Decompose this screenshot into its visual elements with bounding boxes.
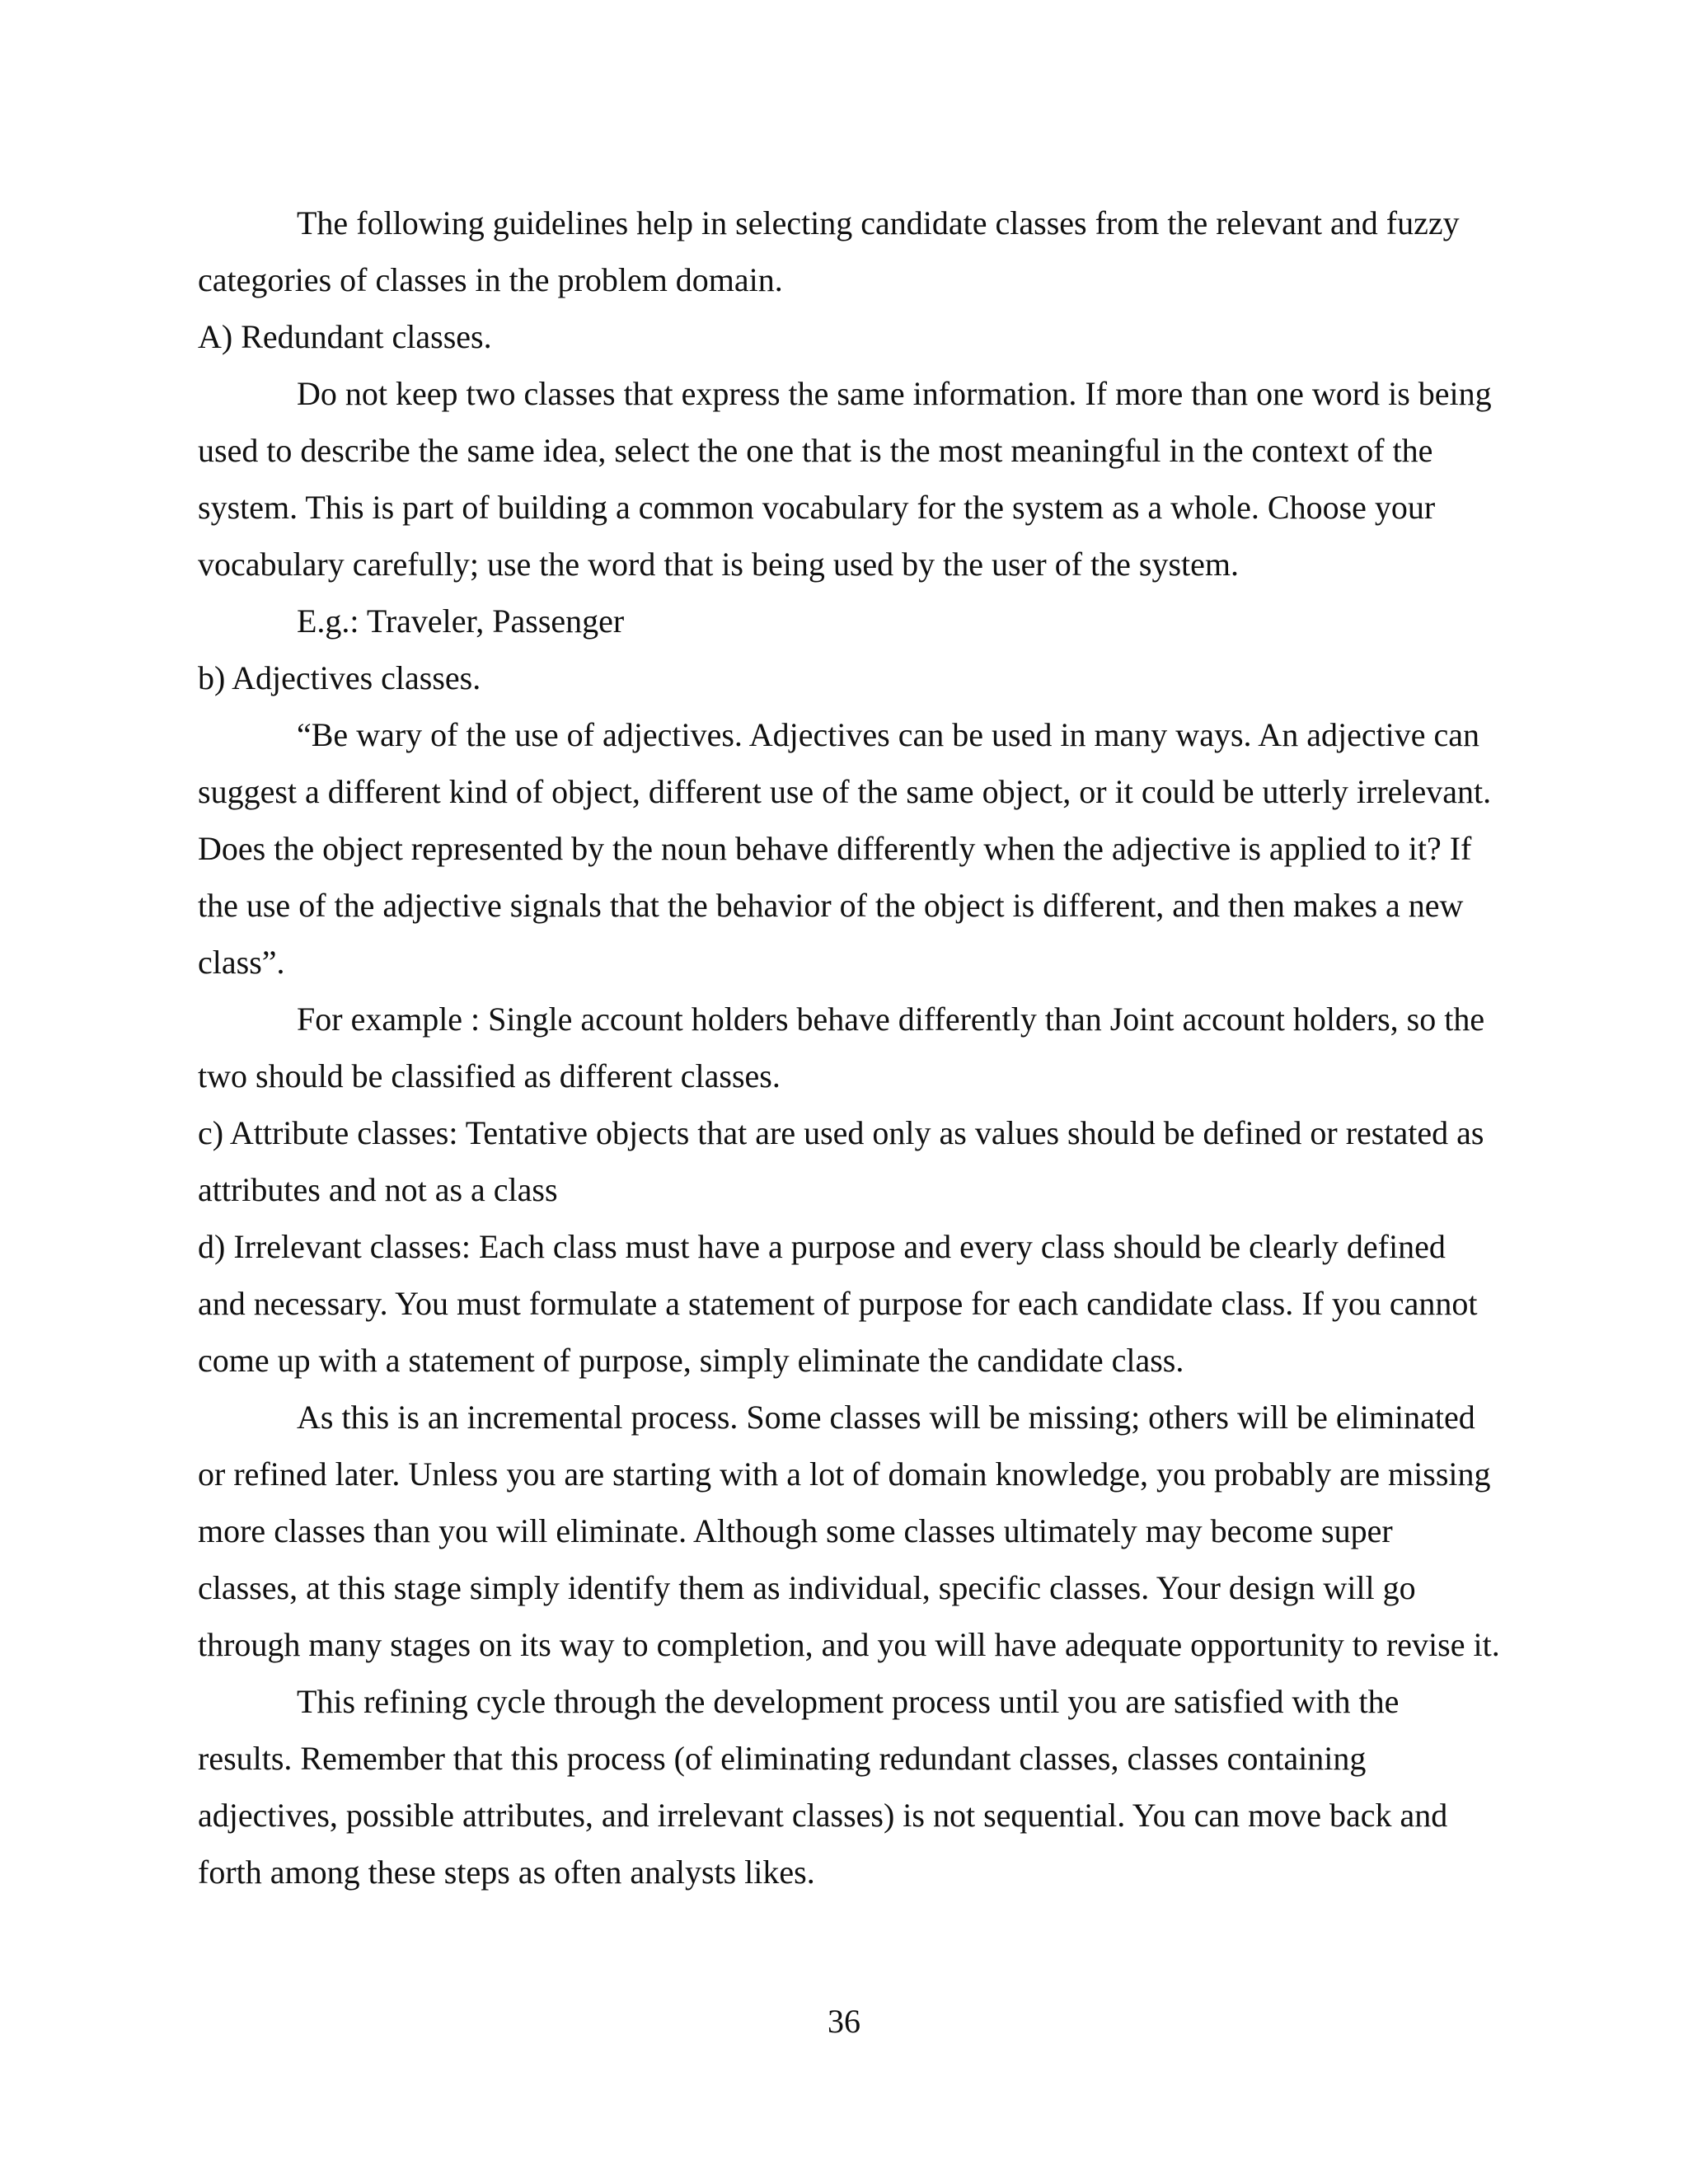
paragraph-refining-cycle: This refining cycle through the development process until you are satisfied with the results. Remember that this process (of eliminating redundant classes, classes containing adjectives, possible attributes, and irrelevant classes) is not sequential. You can move back and forth among these steps as often analysts likes. [198, 1683, 1448, 1891]
paragraph-intro: The following guidelines help in selecting candidate classes from the relevant and fuzzy categories of classes in the problem domain. [198, 204, 1460, 298]
paragraph-attribute-classes: c) Attribute classes: Tentative objects that are used only as values should be defined or restated as attributes and not as a class [198, 1114, 1484, 1208]
page-number: 36 [828, 2003, 860, 2040]
heading-redundant-classes: A) Redundant classes. [198, 318, 492, 355]
paragraph-incremental-process: As this is an incremental process. Some classes will be missing; others will be eliminated or refined later. Unless you are starting with a lot of domain knowledge, you probably are missing more classes than you will eliminate. Although some classes ultimately may become super classes, at this stage simply identify them as individual, specific classes. Your design will go through many stages on its way to completion, and you will have adequate opportunity to revise it. [198, 1399, 1500, 1663]
paragraph-irrelevant-classes: d) Irrelevant classes: Each class must have a purpose and every class should be clearly defined and necessary. You must formulate a statement of purpose for each candidate class. If you cannot come up with a statement of purpose, simply eliminate the candidate class. [198, 1228, 1478, 1379]
example-redundant-classes: E.g.: Traveler, Passenger [297, 602, 625, 640]
paragraph-redundant-classes: Do not keep two classes that express the same information. If more than one word is being used to describe the same idea, select the one that is the most meaningful in the context of the system. This is part of building a common vocabulary for the system as a whole. Choose your vocabulary carefully; use the word that is being used by the user of the system. [198, 375, 1492, 583]
example-adjectives-classes: For example : Single account holders behave differently than Joint account holders, so the two should be classified as different classes. [198, 1001, 1485, 1094]
body-text [198, 194, 1500, 1900]
heading-adjectives-classes: b) Adjectives classes. [198, 659, 481, 696]
paragraph-adjectives-quote: “Be wary of the use of adjectives. Adjectives can be used in many ways. An adjective can suggest a different kind of object, different use of the same object, or it could be utterly irrelevant. Does the object represented by the noun behave differently when the adjective is applied to it? If the use of the adjective signals that the behavior of the object is different, and then makes a new class”. [198, 716, 1492, 981]
